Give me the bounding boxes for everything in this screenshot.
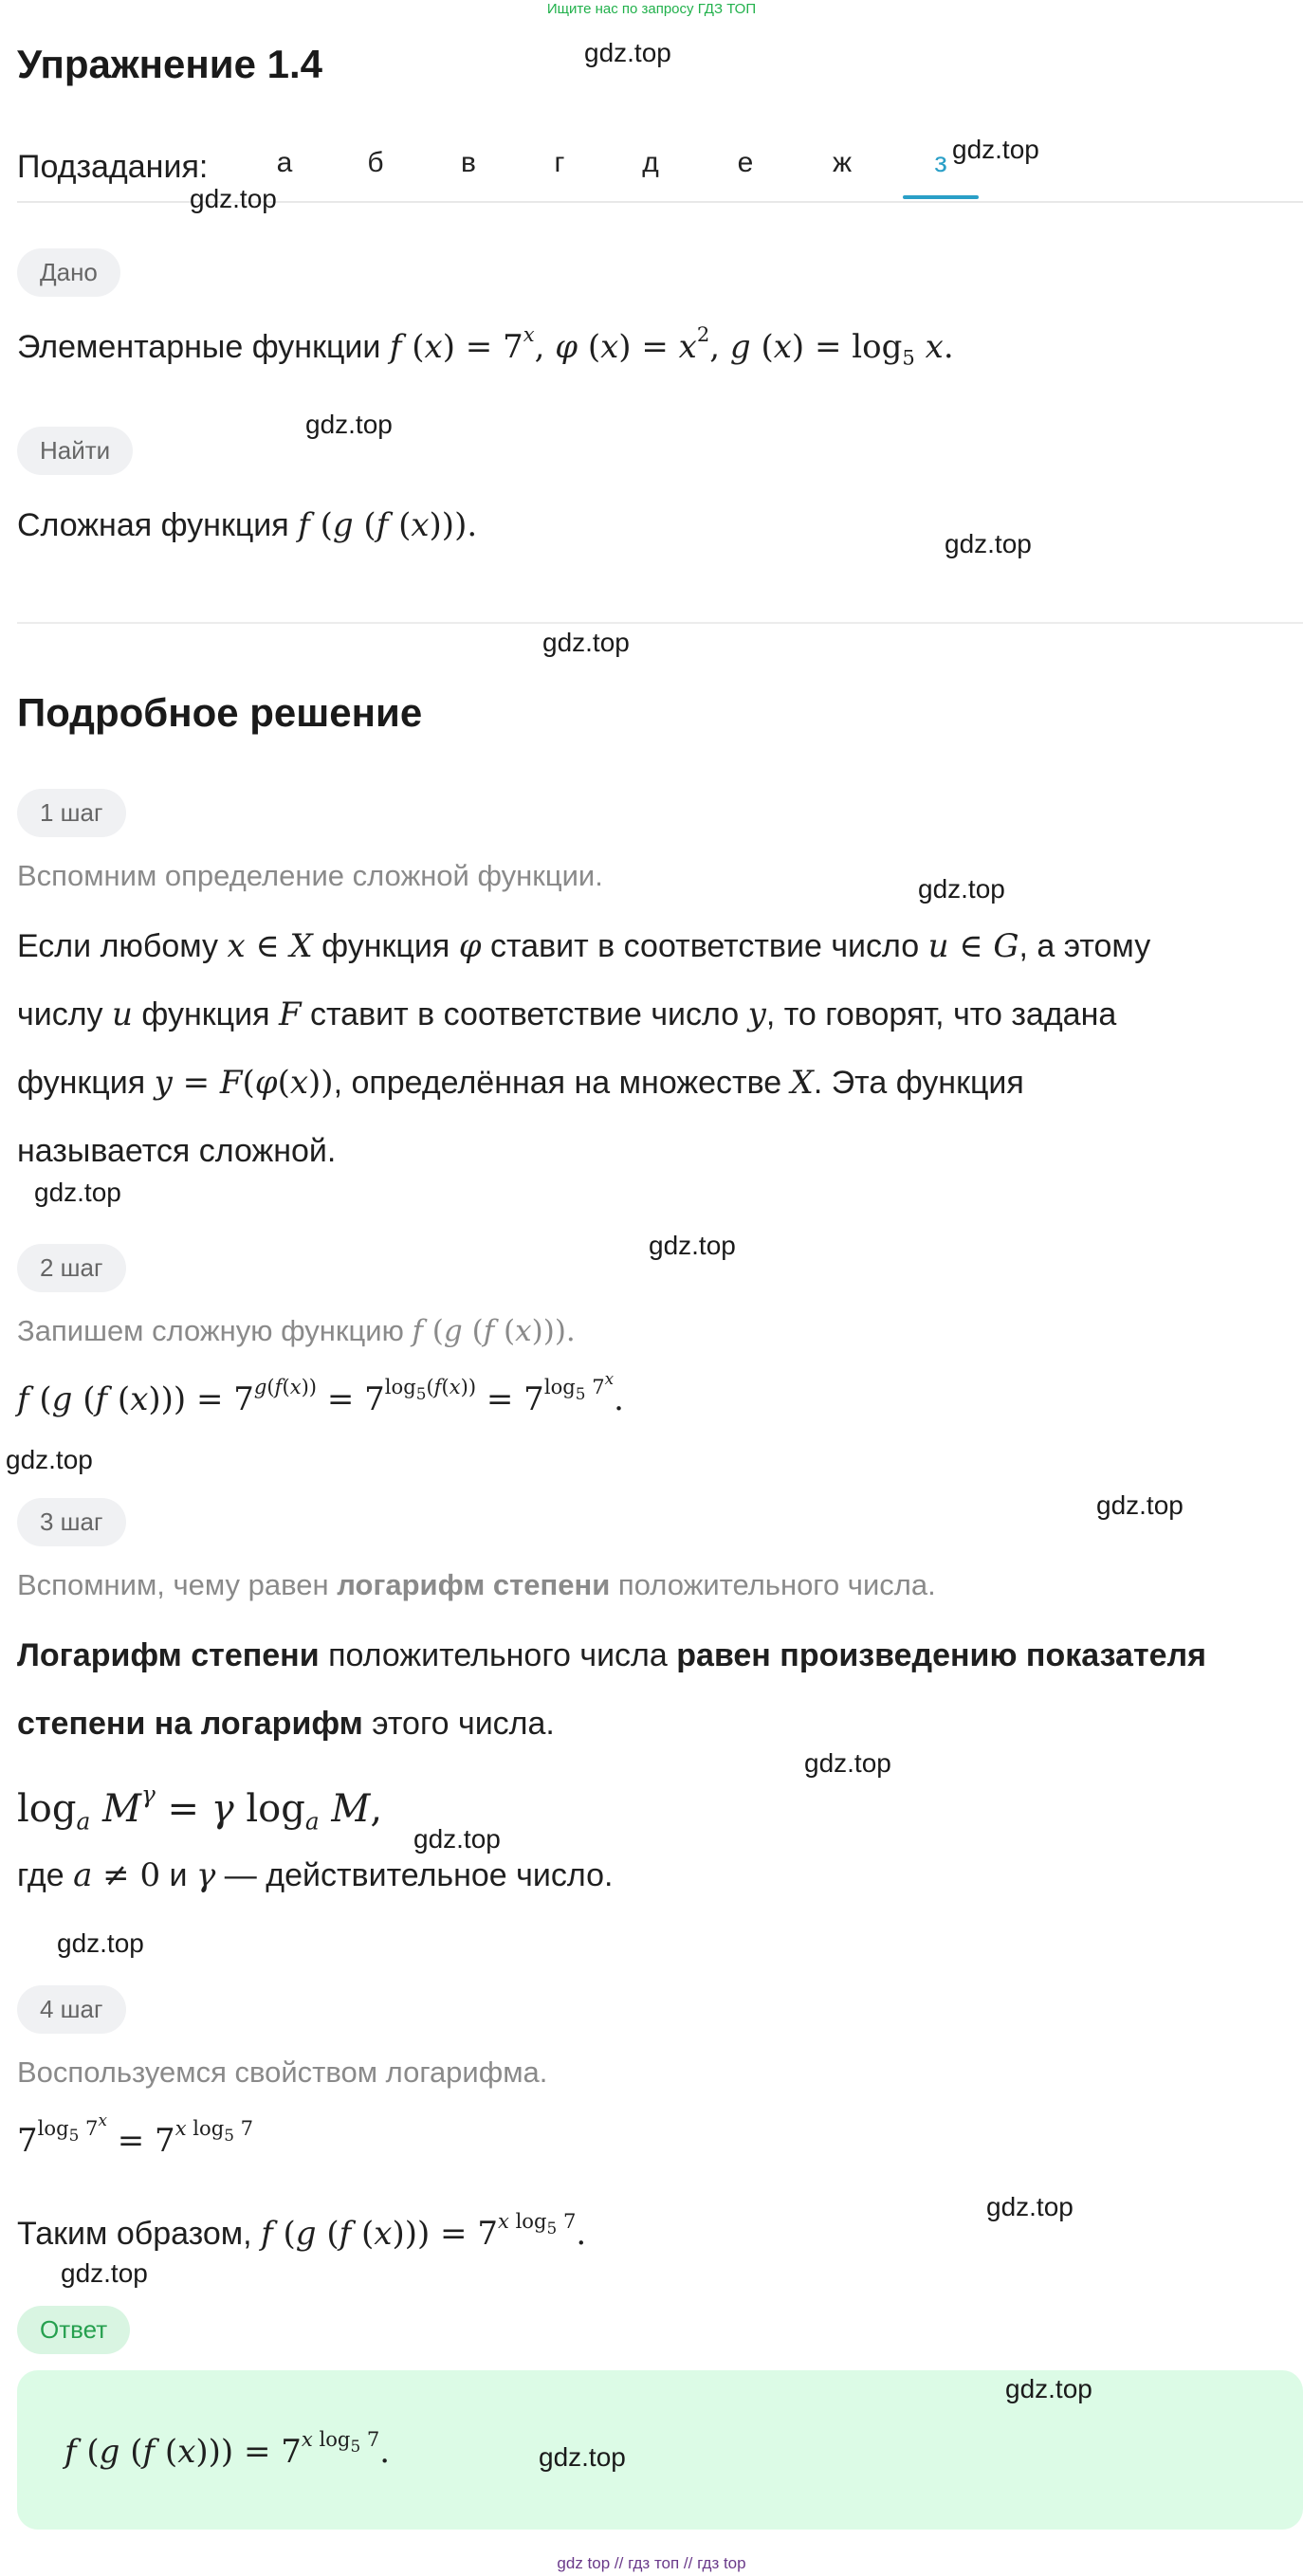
step2-hint: Запишем сложную функцию f (g (f (x))).: [17, 1314, 576, 1348]
watermark: gdz.top: [539, 2442, 626, 2472]
answer-pill: Ответ: [17, 2306, 130, 2354]
tab-a[interactable]: а: [276, 147, 293, 178]
step1-definition: Если любому x ∈ X функция φ ставит в соответствие число u ∈ G, а этому числу u функция F ставит в соответствие число y, то говорят, что задана функция y = F(φ(x)), определённая на множестве X. Эта функция называется сложной.: [17, 927, 1151, 1169]
step3-where: где a ≠ 0 и γ — действительное число.: [17, 1856, 614, 1894]
given-text: [17, 313, 954, 381]
tab-d[interactable]: д: [642, 147, 659, 178]
watermark: gdz.top: [584, 38, 671, 67]
watermark: gdz.top: [986, 2192, 1074, 2221]
footer-links[interactable]: gdz top // гдз топ // гдз top: [557, 2554, 746, 2572]
watermark: gdz.top: [413, 1824, 501, 1854]
step4-result: Таким образом, f (g (f $(x))) = 7^{x log_5 7}$.: [17, 2209, 587, 2253]
step4-formula: $7^{log_5 7^x} = 7^{x log_5 7}$: [17, 2110, 254, 2160]
step4-pill: 4 шаг: [17, 1985, 126, 2034]
step3-rule: Логарифм степени положительного числа равен произведению показателя степени на логарифм этого числа.: [17, 1637, 1206, 1742]
find-label: Сложная функция: [17, 507, 289, 543]
watermark: gdz.top: [57, 1928, 144, 1958]
step3-pill: 3 шаг: [17, 1498, 126, 1546]
watermark: gdz.top: [305, 410, 393, 439]
step1-hint: Вспомним определение сложной функции.: [17, 859, 603, 892]
answer-formula: f (g (f $(x))) = 7^{x log_5 7}$.: [64, 2427, 391, 2471]
find-pill: Найти: [17, 427, 133, 475]
given-formula: f $(x) = 7^x$, φ $(x) = x^2$, g $(x) = \log_5 x$.: [389, 322, 954, 370]
tab-e[interactable]: е: [737, 147, 754, 178]
section-divider: [17, 622, 1303, 624]
tab-g[interactable]: г: [554, 147, 565, 178]
watermark: gdz.top: [649, 1231, 736, 1260]
find-text: [17, 491, 477, 559]
step2-formula: f (g (f $(x))) = 7^{g(f(x))} = 7^{log_5(f(x))} = 7^{log_5 7^x}$.: [17, 1369, 624, 1418]
step1-pill: 1 шаг: [17, 789, 126, 837]
step4-hint: Воспользуемся свойством логарифма.: [17, 2055, 548, 2089]
watermark: gdz.top: [542, 628, 630, 657]
watermark: gdz.top: [945, 529, 1032, 558]
watermark: gdz.top: [34, 1178, 121, 1207]
watermark: gdz.top: [918, 874, 1005, 904]
given-label: Элементарные функции: [17, 329, 381, 365]
tab-v[interactable]: в: [461, 147, 476, 178]
top-banner: Ищите нас по запросу ГДЗ ТОП: [546, 1, 757, 17]
watermark: gdz.top: [6, 1445, 93, 1474]
step3-hint: Вспомним, чему равен логарифм степени положительного числа.: [17, 1568, 936, 1601]
step3-formula: $\log_a M^\gamma = \gamma$ $\log_a M$,: [17, 1781, 383, 1836]
tab-zh[interactable]: ж: [832, 147, 853, 178]
watermark: gdz.top: [952, 135, 1039, 164]
tab-b[interactable]: б: [367, 147, 384, 178]
subtasks-label: Подзадания:: [17, 149, 209, 185]
find-formula: f (g (f (x))).: [298, 506, 478, 544]
tab-z-active[interactable]: з: [934, 147, 947, 178]
page-title: Упражнение 1.4: [17, 42, 323, 86]
watermark: gdz.top: [190, 184, 277, 213]
watermark: gdz.top: [1096, 1490, 1184, 1520]
active-tab-indicator: [903, 195, 979, 199]
given-pill: Дано: [17, 248, 120, 297]
step2-pill: 2 шаг: [17, 1244, 126, 1292]
watermark: gdz.top: [804, 1748, 891, 1778]
watermark: gdz.top: [61, 2258, 148, 2288]
watermark: gdz.top: [1005, 2374, 1092, 2403]
solution-title: Подробное решение: [17, 690, 423, 735]
